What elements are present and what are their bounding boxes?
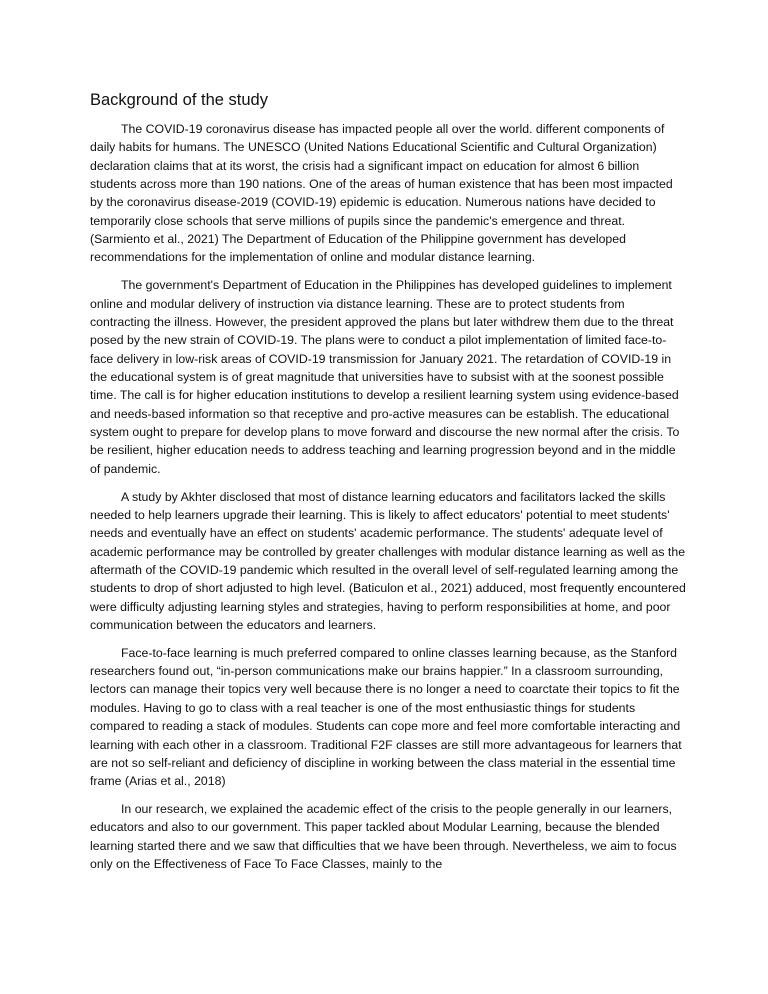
section-heading: Background of the study (90, 91, 268, 109)
paragraph-1: The COVID-19 coronavirus disease has impacted people all over the world. different components of daily habits for humans. The UNESCO (United Nations Educational Scientific and Cultural Organization) declaration claims that at its worst, the crisis had a significant impact on education for almost 6 billion students across more than 190 nations. One of the areas of human existence that has been most impacted by the coronavirus disease-2019 (COVID-19) epidemic is education. Numerous nations have decided to temporarily close schools that serve millions of pupils since the pandemic's emergence and threat. (Sarmiento et al., 2021) The Department of Education of the Philippine government has developed recommendations for the implementation of online and modular distance learning. (90, 122, 673, 265)
paragraph-2: The government's Department of Education in the Philippines has developed guidelines to implement online and modular delivery of instruction via distance learning. These are to protect students from contracting the illness. However, the president approved the plans but later withdrew them due to the threat posed by the new strain of COVID-19. The plans were to conduct a pilot implementation of limited face-to-face delivery in low-risk areas of COVID-19 transmission for January 2021. The retardation of COVID-19 in the educational system is of great magnitude that universities have to subsist with at the soonest possible time. The call is for higher education institutions to develop a resilient learning system using evidence-based and needs-based information so that receptive and pro-active measures can be establish. The educational system ought to prepare for develop plans to move forward and discourse the new normal after the crisis. To be resilient, higher education needs to address teaching and learning progression beyond and in the middle of pandemic. (90, 278, 680, 476)
document-page (90, 88, 688, 883)
paragraph-4: Face-to-face learning is much preferred compared to online classes learning because, as the Stanford researchers found out, “in-person communications make our brains happier.” In a classroom surrounding, lectors can manage their topics very well because there is no longer a need to coarctate their topics to fit the modules. Having to go to class with a real teacher is one of the most enthusiastic things for students compared to reading a stack of modules. Students can cope more and feel more comfortable interacting and learning with each other in a classroom. Traditional F2F classes are still more advantageous for learners that are not so self-reliant and deficiency of discipline in working between the class material in the essential time frame (Arias et al., 2018) (90, 645, 682, 789)
paragraph-5: In our research, we explained the academic effect of the crisis to the people generally in our learners, educators and also to our government. This paper tackled about Modular Learning, because the blended learning started there and we saw that difficulties that we have been through. Nevertheless, we aim to focus only on the Effectiveness of Face To Face Classes, mainly to the (90, 802, 677, 872)
paragraph-3: A study by Akhter disclosed that most of distance learning educators and facilitators lacked the skills needed to help learners upgrade their learning. This is likely to affect educators' potential to meet students' needs and eventually have an effect on students' academic performance. The students' adequate level of academic performance may be controlled by greater challenges with modular distance learning as well as the aftermath of the COVID-19 pandemic which resulted in the overall level of self-regulated learning among the students to drop of short adjusted to high level. (Baticulon et al., 2021) adduced, most frequently encountered were difficulty adjusting learning styles and strategies, having to perform responsibilities at home, and poor communication between the educators and learners. (90, 489, 686, 632)
